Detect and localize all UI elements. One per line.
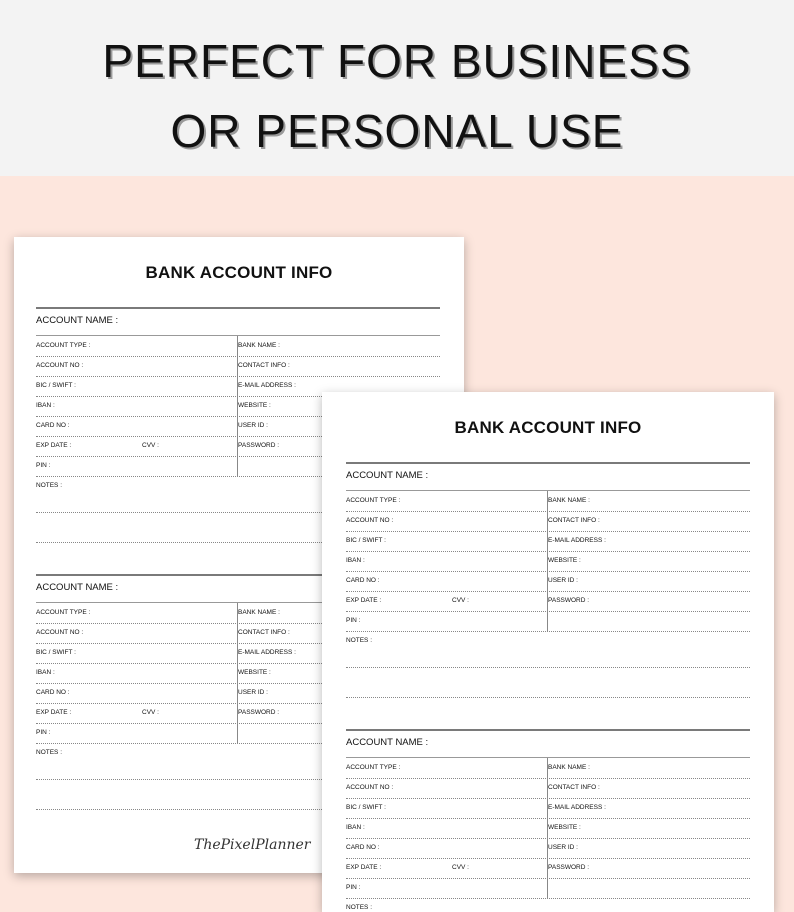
field-label: EXP DATE : [346, 597, 382, 604]
form-row [346, 531, 750, 552]
section-top-rule [346, 462, 750, 464]
form-row [346, 858, 750, 879]
cvv-label: CVV : [142, 442, 159, 449]
field-label: E-MAIL ADDRESS : [238, 649, 296, 656]
field-label: BIC / SWIFT : [36, 649, 76, 656]
field-label: E-MAIL ADDRESS : [238, 382, 296, 389]
banner-line-2: OR PERSONAL USE [170, 105, 624, 157]
notes-label: NOTES : [346, 637, 373, 644]
page-title: BANK ACCOUNT INFO [145, 263, 333, 282]
account-name-label: ACCOUNT NAME : [36, 315, 119, 326]
field-label: PASSWORD : [548, 597, 590, 604]
notes-line [346, 667, 750, 668]
field-label: CARD NO : [346, 844, 380, 851]
form-row [36, 356, 440, 377]
field-label: PASSWORD : [548, 864, 590, 871]
form-row [346, 838, 750, 859]
field-label: USER ID : [238, 422, 268, 429]
column-divider [237, 336, 238, 476]
form-row [346, 491, 750, 512]
field-label: PIN : [36, 462, 51, 469]
field-label: ACCOUNT NO : [36, 629, 84, 636]
field-label: ACCOUNT NO : [346, 784, 394, 791]
field-label: BANK NAME : [548, 764, 590, 771]
field-label: IBAN : [36, 402, 55, 409]
field-label: USER ID : [548, 844, 578, 851]
notes-label: NOTES : [36, 482, 63, 489]
banner-line-1: PERFECT FOR BUSINESS [102, 35, 692, 87]
account-name-label: ACCOUNT NAME : [36, 582, 119, 593]
field-label: E-MAIL ADDRESS : [548, 804, 606, 811]
field-label: WEBSITE : [548, 824, 581, 831]
field-label: IBAN : [36, 669, 55, 676]
field-label: CONTACT INFO : [238, 362, 290, 369]
notes-row [346, 631, 750, 651]
field-label: WEBSITE : [548, 557, 581, 564]
notes-label: NOTES : [346, 904, 373, 911]
field-label: CARD NO : [346, 577, 380, 584]
form-row [346, 551, 750, 572]
column-divider [547, 491, 548, 631]
banner [0, 0, 794, 176]
field-label: PIN : [36, 729, 51, 736]
field-label: BIC / SWIFT : [346, 537, 386, 544]
notes-row [346, 898, 750, 912]
form-row [346, 511, 750, 532]
page-title: BANK ACCOUNT INFO [454, 418, 642, 437]
field-label: E-MAIL ADDRESS : [548, 537, 606, 544]
field-label: CARD NO : [36, 422, 70, 429]
section-top-rule [346, 729, 750, 731]
account-name-label: ACCOUNT NAME : [346, 737, 429, 748]
brand-logo: ThePixelPlanner [194, 837, 311, 853]
notes-label: NOTES : [36, 749, 63, 756]
field-label: PIN : [346, 884, 361, 891]
field-label: PASSWORD : [238, 709, 280, 716]
cvv-label: CVV : [142, 709, 159, 716]
field-label: EXP DATE : [36, 709, 72, 716]
form-row [346, 758, 750, 779]
notes-line [346, 697, 750, 698]
field-label: ACCOUNT NO : [346, 517, 394, 524]
column-divider [547, 758, 548, 898]
field-label: WEBSITE : [238, 669, 271, 676]
field-label: CONTACT INFO : [238, 629, 290, 636]
field-label: IBAN : [346, 824, 365, 831]
account-name-label: ACCOUNT NAME : [346, 470, 429, 481]
column-divider [237, 603, 238, 743]
field-label: CONTACT INFO : [548, 784, 600, 791]
section-top-rule [36, 307, 440, 309]
field-label: ACCOUNT TYPE : [346, 764, 401, 771]
form-row [346, 571, 750, 592]
field-label: EXP DATE : [346, 864, 382, 871]
field-label: USER ID : [548, 577, 578, 584]
field-label: ACCOUNT TYPE : [36, 342, 91, 349]
form-row [346, 611, 750, 632]
field-label: ACCOUNT TYPE : [36, 609, 91, 616]
field-label: BIC / SWIFT : [36, 382, 76, 389]
field-label: BIC / SWIFT : [346, 804, 386, 811]
field-label: BANK NAME : [548, 497, 590, 504]
cvv-label: CVV : [452, 864, 469, 871]
field-label: BANK NAME : [238, 609, 280, 616]
field-label: CARD NO : [36, 689, 70, 696]
form-row [346, 878, 750, 899]
field-label: PIN : [346, 617, 361, 624]
form-row [346, 591, 750, 612]
form-row [346, 818, 750, 839]
cvv-label: CVV : [452, 597, 469, 604]
field-label: ACCOUNT NO : [36, 362, 84, 369]
field-label: CONTACT INFO : [548, 517, 600, 524]
field-label: IBAN : [346, 557, 365, 564]
field-label: PASSWORD : [238, 442, 280, 449]
planner-page-front [322, 392, 774, 912]
field-label: USER ID : [238, 689, 268, 696]
field-label: BANK NAME : [238, 342, 280, 349]
field-label: EXP DATE : [36, 442, 72, 449]
form-row [346, 778, 750, 799]
form-row [346, 798, 750, 819]
field-label: ACCOUNT TYPE : [346, 497, 401, 504]
field-label: WEBSITE : [238, 402, 271, 409]
form-row [36, 336, 440, 357]
